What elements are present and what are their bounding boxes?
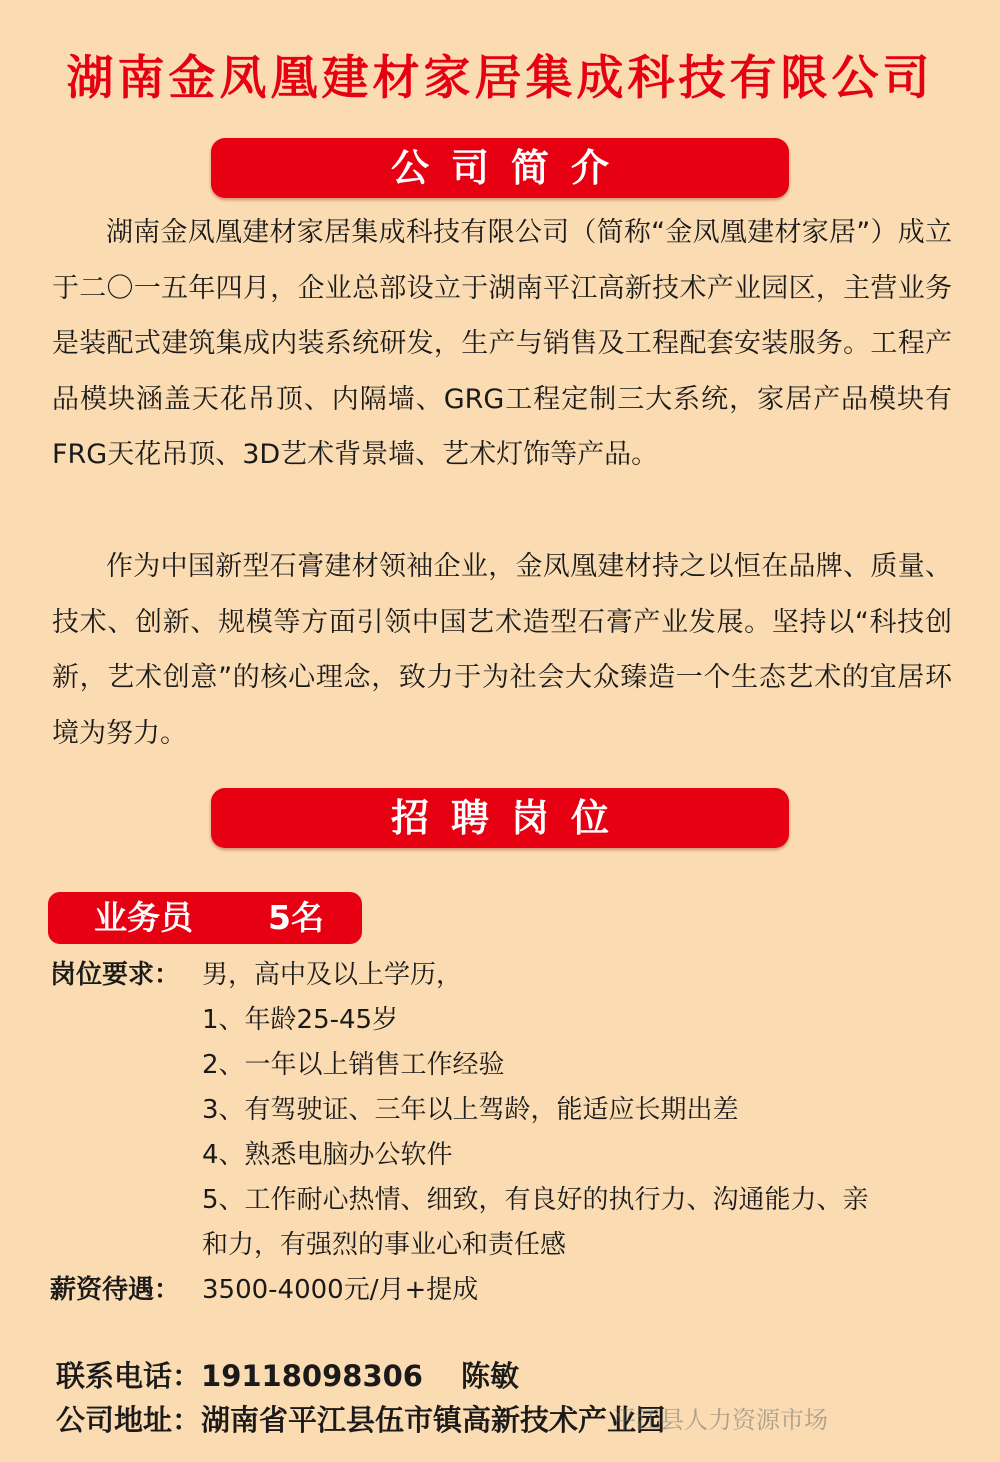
contact-person: 陈敏 xyxy=(460,1359,519,1393)
requirements-label: 岗位要求： xyxy=(50,960,181,990)
address-label: 公司地址： xyxy=(56,1403,202,1437)
job-count: 5名 xyxy=(268,898,324,937)
intro-paragraph-2: 作为中国新型石膏建材领袖企业，金凤凰建材持之以恒在品牌、质量、技术、创新、规模等方面引领中国艺术造型石膏产业发展。坚持以“科技创新，艺术创意”的核心理念，致力于为社会大众臻造一个生态艺术的宜居环境为努力。 xyxy=(52,551,952,749)
section-heading-intro: 公司简介 xyxy=(390,146,631,190)
phone-label: 联系电话： xyxy=(56,1359,202,1393)
requirement-item: 5、工作耐心热情、细致，有良好的执行力、沟通能力、亲 xyxy=(202,1185,869,1215)
requirement-item: 1、年龄25-45岁 xyxy=(202,1005,399,1035)
address-value: 湖南省平江县伍市镇高新技术产业园 xyxy=(201,1403,666,1437)
phone-number[interactable]: 19118098306 xyxy=(201,1359,423,1393)
requirement-item: 4、熟悉电脑办公软件 xyxy=(202,1140,453,1170)
job-title: 业务员 xyxy=(94,898,193,937)
requirement-item: 2、一年以上销售工作经验 xyxy=(202,1050,505,1080)
section-heading-jobs: 招聘岗位 xyxy=(390,796,631,840)
salary-label: 薪资待遇： xyxy=(50,1275,181,1305)
requirement-item: 男，高中及以上学历， xyxy=(202,960,463,990)
job-position-tag xyxy=(48,892,362,944)
contact-phone-line xyxy=(56,1354,519,1398)
requirement-item: 3、有驾驶证、三年以上驾龄，能适应长期出差 xyxy=(202,1095,739,1125)
requirement-item: 和力，有强烈的事业心和责任感 xyxy=(202,1230,567,1260)
watermark-text: 平江县人力资源市场 xyxy=(612,1406,828,1434)
section-banner-jobs xyxy=(211,788,789,848)
section-banner-intro xyxy=(211,138,789,198)
intro-paragraph-1: 湖南金凤凰建材家居集成科技有限公司（简称“金凤凰建材家居”）成立于二〇一五年四月，企业总部设立于湖南平江高新技术产业园区，主营业务是装配式建筑集成内装系统研发，生产与销售及工程配套安装服务。工程产品模块涵盖天花吊顶、内隔墙、GRG工程定制三大系统，家居产品模块有FRG天花吊顶、3D艺术背景墙、艺术灯饰等产品。 xyxy=(52,217,952,470)
contact-address-line xyxy=(56,1398,665,1442)
salary-value: 3500-4000元/月+提成 xyxy=(202,1275,479,1305)
company-title: 湖南金凤凰建材家居集成科技有限公司 xyxy=(66,51,934,106)
